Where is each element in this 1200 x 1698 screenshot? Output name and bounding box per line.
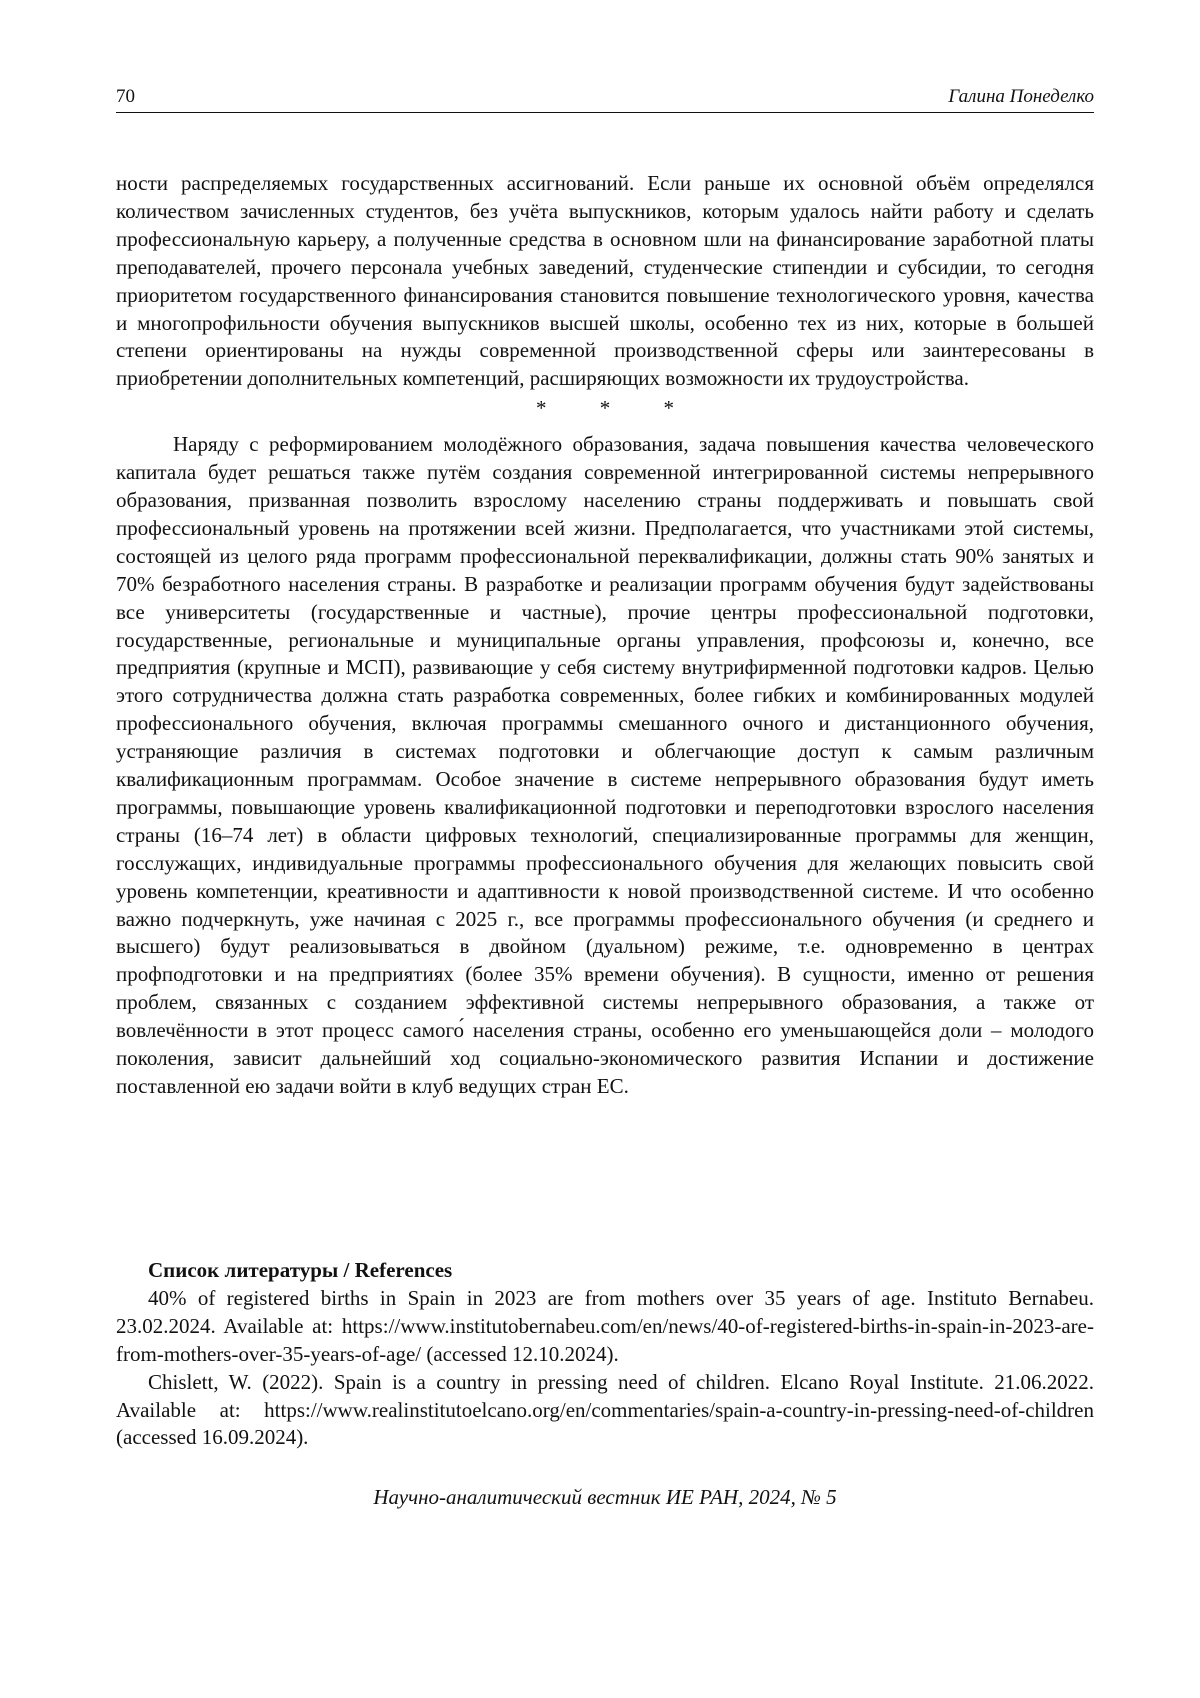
reference-item: 40% of registered births in Spain in 2023 are from mothers over 35 years of age. Instituto Bernabeu. 23.02.2024. Available at: https://www.institutobernabeu.com/en/news/40-of-registered-births-in-spain-in-2023-are-from-mothers-over-35-years-of-age/ (accessed 12.10.2024).	[116, 1285, 1094, 1366]
separator-star: *	[599, 396, 611, 421]
article-body	[116, 170, 1094, 1101]
author-name: Галина Понеделко	[948, 86, 1094, 107]
references-heading: Список литературы / References	[148, 1258, 453, 1282]
references-section	[116, 1257, 1094, 1452]
running-header	[116, 86, 1094, 113]
reference-item: Chislett, W. (2022). Spain is a country in pressing need of children. Elcano Royal Institute. 21.06.2022. Available at: https://www.realinstitutoelcano.org/en/commentaries/spain-a-country-in-pressing-need-of-children (accessed 16.09.2024).	[116, 1369, 1094, 1450]
page-number: 70	[116, 86, 135, 107]
body-paragraph-continued: ности распределяемых государственных ассигнований. Если раньше их основной объём определялся количеством зачисленных студентов, без учёта выпускников, которым удалось найти работу и сделать профессиональную карьеру, а полученные средства в основном шли на финансирование заработной платы преподавателей, прочего персонала учебных заведений, студенческие стипендии и субсидии, то сегодня приоритетом государственного финансирования становится повышение технологического уровня, качества и многопрофильности обучения выпускников высшей школы, особенно тех из них, которые в большей степени ориентированы на нужды современной производственной сферы или заинтересованы в приобретении дополнительных компетенций, расширяющих возможности их трудоустройства.	[116, 171, 1094, 391]
body-paragraph: Наряду с реформированием молодёжного образования, задача повышения качества человеческого капитала будет решаться также путём создания современной интегрированной системы непрерывного образования, призванная позволить взрослому населению страны поддерживать и повышать свой профессиональный уровень на протяжении всей жизни. Предполагается, что участниками этой системы, состоящей из целого ряда программ профессиональной переквалификации, должны стать 90% занятых и 70% безработного населения страны. В разработке и реализации программ обучения будут задействованы все университеты (государственные и частные), прочие центры профессиональной подготовки, государственные, региональные и муниципальные органы управления, профсоюзы и, конечно, все предприятия (крупные и МСП), развивающие у себя систему внутрифирменной подготовки кадров. Целью этого сотрудничества должна стать разработка современных, более гибких и комбинированных модулей профессионального обучения, включая программы смешанного очного и дистанционного обучения, устраняющие различия в системах подготовки и облегчающие доступ к самым различным квалификационным программам. Особое значение в системе непрерывного образования будут иметь программы, повышающие уровень квалификационной подготовки и переподготовки взрослого населения страны (16–74 лет) в области цифровых технологий, специализированные программы для женщин, госслужащих, индивидуальные программы профессионального обучения для желающих повысить свой уровень компетенции, креативности и адаптивности к новой производственной системе. И что особенно важно подчеркнуть, уже начиная с 2025 г., все программы профессионального обучения (и среднего и высшего) будут реализовываться в двойном (дуальном) режиме, т.е. одновременно в центрах профподготовки и на предприятиях (более 35% времени обучения). В сущности, именно от решения проблем, связанных с созданием эффективной системы непрерывного образования, а также от вовлечённости в этот процесс самого́ населения страны, особенно его уменьшающейся доли – молодого поколения, зависит дальнейший ход социально-экономического развития Испании и достижение поставленной ею задачи войти в клуб ведущих стран ЕС.	[116, 432, 1094, 1098]
separator-star: *	[663, 396, 674, 421]
section-separator	[116, 395, 1094, 423]
journal-footer: Научно-аналитический вестник ИЕ РАН, 2024, № 5	[373, 1485, 837, 1509]
separator-star: *	[536, 396, 547, 421]
